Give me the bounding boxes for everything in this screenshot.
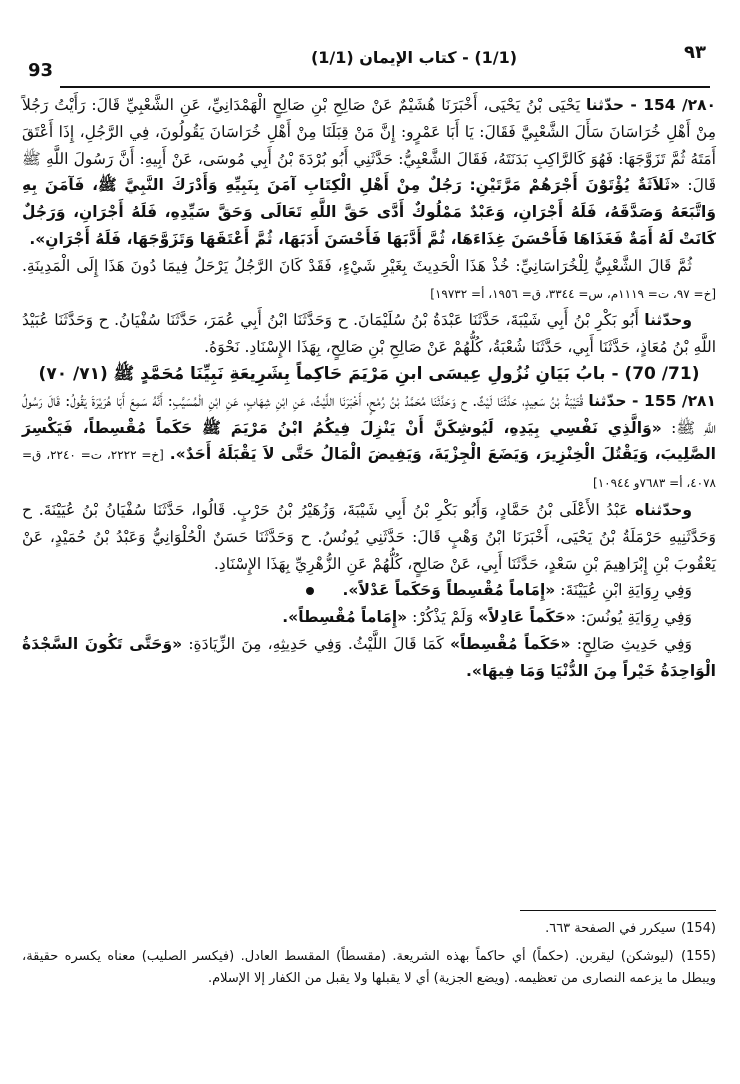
footnote-text: (ليوشكن) ليقربن. (حكماً) أي حاكماً بهذه الشريعة. (مقسطاً) المقسط العادل. (فيكسر الصليب) معناه يكسره حقيقة، ويبطل ما يزعمه النصارى من تعظيمه. (ويضع الجزية) أي لا يقبلها ولا يقبل من الكفار إلا الإسلام.	[22, 949, 716, 986]
main-text	[22, 92, 716, 685]
hadith-isnad: يَحْيَى بْنُ يَحْيَى، أَخْبَرَنَا هُشَيْمٌ عَنْ صَالِحِ بْنِ صَالِحٍ الْهَمْدَانِيِّ، عَنِ الشَّعْبِيِّ قَالَ: رَأَيْتُ رَجُلاً مِنْ أَهْلِ خُرَاسَانَ سَأَلَ الشَّعْبِيَّ فَقَالَ: يَا أَبَا عَمْرٍو: إِنَّ مَنْ قِبَلَنَا مِنْ أَهْلِ خُرَاسَانَ يَقُولُونَ، فِي الرَّجُلِ، إِذَا أَعْتَقَ أَمَتَهُ ثُمَّ تَزَوَّجَهَا: فَهُوَ كَالرَّاكِبِ بَدَنَتَهُ، فَقَالَ الشَّعْبِيُّ: حَدَّثَنِي أَبُو بُرْدَةَ بْنُ أَبِي مُوسَى، عَنْ أَبِيهِ: أَنَّ رَسُولَ اللَّهِ ﷺ قَالَ:	[22, 96, 716, 195]
footnotes	[22, 918, 716, 996]
hadith-references: [خ= ٢٢٢٢، ت= ٢٢٤٠، ق= ٤٠٧٨، أ= ٧٦٨٣و ١٠٩٤٤]	[22, 448, 716, 491]
hadith-281-chain	[22, 497, 716, 577]
footnote-rule	[520, 910, 716, 911]
header-rule	[60, 86, 710, 88]
riwaya-matn-2: «وَحَتَّى تَكُونَ السَّجْدَةُ الْوَاحِدَةُ خَيْراً مِنَ الدُّنْيَا وَمَا فِيهَا».	[22, 634, 716, 680]
footnote-text: سيكرر في الصفحة ٦٦٣.	[545, 921, 676, 936]
chain-lead: وحدّثنا	[644, 311, 692, 330]
riwaya-matn: «إِمَاماً مُقْسِطاً وَحَكَماً عَدْلاً».	[342, 581, 556, 600]
hadith-280	[22, 92, 716, 253]
footnote-number: (155)	[681, 949, 716, 964]
page-header	[28, 42, 710, 81]
hadith-280-commentary	[22, 253, 716, 308]
footnote	[22, 918, 716, 940]
riwaya-text: وَفِي رِوَايَةِ يُونُسَ:	[580, 608, 692, 627]
running-title: (1/1) - كتاب الإيمان (1/1)	[310, 48, 518, 67]
riwaya-salih	[22, 631, 716, 685]
page-number-latin: 93	[28, 60, 54, 81]
footnote-number: (154)	[681, 921, 716, 936]
commentary-text: ثُمَّ قَالَ الشَّعْبِيُّ لِلْخُرَاسَانِيِّ: خُذْ هَذَا الْحَدِيثَ بِغَيْرِ شَيْءٍ، فَقَدْ كَانَ الرَّجُلُ يَرْحَلُ فِيمَا دُونَ هَذَا إِلَى الْمَدِينَةِ.	[22, 256, 692, 275]
hadith-number: ٢٨٠/ 154 - حدّثنا	[585, 96, 716, 114]
riwaya-text: وَفِي رِوَايَةِ ابْنِ عُيَيْنَةَ:	[560, 581, 692, 600]
chain-text: عَبْدُ الأَعْلَى بْنُ حَمَّادٍ، وَأَبُو بَكْرِ بْنُ أَبِي شَيْبَةَ، وَزُهَيْرُ بْنُ حَرْبٍ. قَالُوا، حَدَّثَنَا سُفْيَانُ بْنُ عُيَيْنَةَ. ح وَحَدَّثَنِيهِ حَرْمَلَةُ بْنُ يَحْيَى، أَخْبَرَنَا ابْنُ وَهْبٍ قَالَ: حَدَّثَنِي يُونُسُ. ح وَحَدَّثَنَا حَسَنٌ الْحُلْوَانِيُّ وَعَبْدُ بْنُ حُمَيْدٍ، عَنْ يَعْقُوبَ بْنِ إِبْرَاهِيمَ بْنِ سَعْدٍ، حَدَّثَنَا أَبِي، عَنْ صَالِحٍ، كُلُّهُمْ عَنِ الزُّهْرِيِّ بِهَذَا الإِسْنَادِ.	[22, 500, 716, 573]
riwaya-matn-2: «إِمَاماً مُقْسِطاً».	[282, 608, 408, 627]
footnote	[22, 946, 716, 990]
hadith-281	[22, 388, 716, 497]
hadith-matn: «ثَلاَثَةٌ يُؤْتَوْنَ أَجْرَهُمْ مَرَّتَيْنِ: رَجُلٌ مِنْ أَهْلِ الْكِتَابِ آمَنَ بِنَبِيِّهِ وَأَدْرَكَ النَّبِيَّ ﷺ، فَآمَنَ بِهِ وَاتَّبَعَهُ وَصَدَّقَهُ، فَلَهُ أَجْرَانِ، وَعَبْدٌ مَمْلُوكٌ أَدَّى حَقَّ اللَّهِ تَعَالَى وَحَقَّ سَيِّدِهِ، فَلَهُ أَجْرَانِ، وَرَجُلٌ كَانَتْ لَهُ أَمَةٌ فَغَذَاهَا فَأَحْسَنَ غِذَاءَهَا، ثُمَّ أَدَّبَهَا فَأَحْسَنَ أَدَبَهَا، ثُمَّ أَعْتَقَهَا وَتَزَوَّجَهَا، فَلَهُ أَجْرَانِ».	[22, 176, 716, 248]
chain-text: أَبُو بَكْرِ بْنُ أَبِي شَيْبَةَ، حَدَّثَنَا عَبْدَةُ بْنُ سُلَيْمَانَ. ح وَحَدَّثَنَا ابْنُ أَبِي عُمَرَ، حَدَّثَنَا سُفْيَانُ. ح وَحَدَّثَنَا عُبَيْدُ اللَّهِ بْنُ مُعَاذٍ، حَدَّثَنَا أَبِي، حَدَّثَنَا شُعْبَةُ، كُلُّهُمْ عَنْ صَالِحِ بْنِ صَالِحٍ، بِهَذَا الإِسْنَادِ. نَحْوَهُ.	[22, 311, 716, 357]
riwaya-yunus	[22, 604, 716, 631]
chapter-heading: (71/ 70) - بابُ بَيَانِ نُزُولِ عِيسَى ابنِ مَرْيَمَ حَاكِماً بِشَرِيعَةِ نَبِيِّنَا مُحَمَّدٍ ﷺ (٧١/ ٧٠)	[38, 363, 700, 384]
hadith-number: ٢٨١/ 155 - حدّثنا	[588, 391, 716, 410]
page-number-arabic: ٩٣	[684, 42, 706, 63]
riwaya-text-mid: كَمَا قَالَ اللَّيْثُ. وَفِي حَدِيثِهِ، مِنَ الزِّيَادَةِ:	[188, 634, 444, 653]
riwaya-matn: «حَكَماً مُقْسِطاً»	[449, 634, 571, 653]
hadith-isnad: قُتَيْبَةُ بْنُ سَعِيدٍ، حَدَّثَنَا لَيْثٌ. ح وَحَدَّثَنَا مُحَمَّدُ بْنُ رُمْحٍ، أَخْبَرَنَا اللَّيْثُ، عَنِ ابْنِ شِهَابٍ، عَنِ ابْنِ الْمُسَيَّبِ: أَنَّهُ سَمِعَ أَبَا هُرَيْرَةَ يَقُولُ: قَالَ رَسُولُ اللَّهِ ﷺ:	[22, 391, 716, 437]
riwaya-ibn-uyayna	[22, 577, 716, 604]
riwaya-text: وَفِي حَدِيثِ صَالِحٍ:	[576, 634, 692, 653]
chain-lead: وحدّثناه	[635, 500, 692, 519]
hadith-references: [خ= ٩٧، ت= ١١١٩م، س= ٣٣٤٤، ق= ١٩٥٦، أ= ١٩٧٣٢]	[430, 286, 716, 301]
riwaya-text-mid: وَلَمْ يَذْكُرْ:	[412, 608, 474, 627]
hadith-matn: «وَالَّذِي نَفْسِي بِيَدِهِ، لَيُوشِكَنَّ أَنْ يَنْزِلَ فِيكُمُ ابْنُ مَرْيَمَ ﷺ حَكَماً مُقْسِطاً، فَيَكْسِرَ الصَّلِيبَ، وَيَقْتُلَ الْخِنْزِيرَ، وَيَضَعَ الْجِزْيَةَ، وَيَفِيضَ الْمَالُ حَتَّى لاَ يَقْبَلَهُ أَحَدٌ».	[22, 418, 716, 464]
bullet-mark	[306, 587, 314, 595]
hadith-280-chain	[22, 307, 716, 361]
riwaya-matn: «حَكَماً عَادِلاً»	[478, 608, 576, 627]
